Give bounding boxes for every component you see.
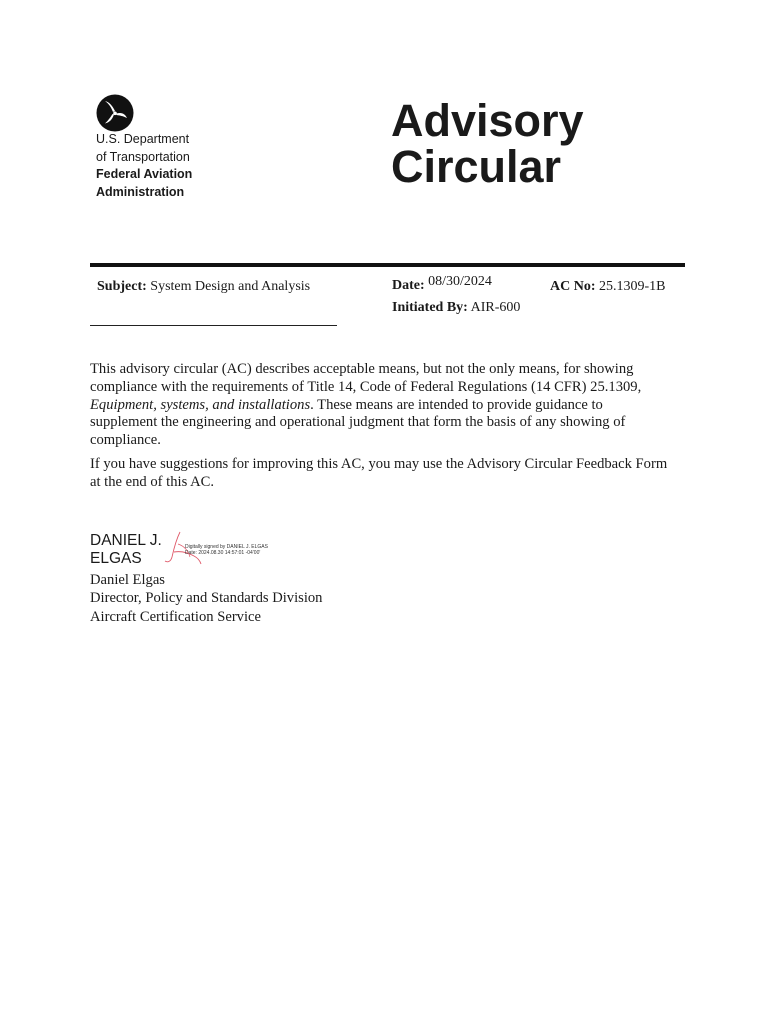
date-label: Date: [392,278,425,293]
document-type-title [391,95,584,192]
body-text [90,361,670,499]
ac-number-value: 25.1309-1B [599,279,666,294]
digital-signature-line: Date: 2024.08.30 14:57:01 -04'00' [185,550,261,556]
title-line: Advisory [391,95,584,146]
intro-paragraph [90,361,670,450]
signed-name-line: DANIEL J. [90,532,162,549]
dot-logo-icon [96,94,134,132]
signer-organization: Aircraft Certification Service [90,608,261,625]
subject-value: System Design and Analysis [150,279,311,294]
digital-signature-info [185,544,268,556]
intro-text-end: . These means are intended to provide guidance to supplement the engineering and operational judgment that form the basis of any showing of compliance. [90,396,626,449]
ac-number-label: AC No: [550,279,596,294]
signed-name-line: ELGAS [90,550,142,567]
agency-line: of Transportation [96,149,190,164]
intro-text-start: This advisory circular (AC) describes acceptable means, but not the only means, for showing compliance with the requirements of Title 14, Code of Federal Regulations (14 CFR) 25.1309, [90,361,642,395]
agency-name [96,131,192,201]
agency-line: U.S. Department [96,132,190,146]
digital-signature-line: Digitally signed by DANIEL J. ELGAS [185,544,268,550]
initiated-by-field [392,299,520,317]
ac-number-field [550,278,666,296]
agency-line: Federal Aviation [96,167,193,181]
date-field [392,274,492,295]
agency-line: Administration [96,184,185,199]
initiated-by-value: AIR-600 [470,300,521,315]
signer-block [90,571,322,626]
subject-label: Subject: [97,279,147,294]
signed-name [90,532,162,568]
header-divider [90,263,685,267]
regulation-title: Equipment, systems, and installations [90,396,311,413]
subject-field [97,278,310,296]
date-value: 08/30/2024 [428,274,492,289]
title-line: Circular [391,141,562,192]
initiated-by-label: Initiated By: [392,300,468,315]
signer-name: Daniel Elgas [90,572,165,588]
signer-title: Director, Policy and Standards Division [90,590,323,607]
subject-underline [90,325,337,326]
feedback-paragraph: If you have suggestions for improving this AC, you may use the Advisory Circular Feedback Form at the end of this AC. [90,456,668,491]
